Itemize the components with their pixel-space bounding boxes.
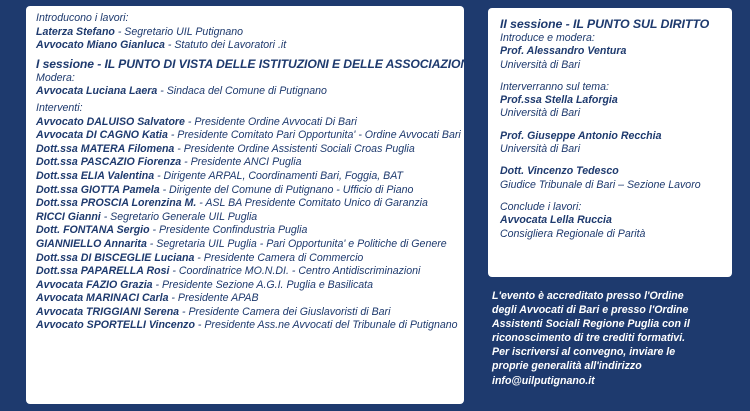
speaker-row <box>36 143 454 157</box>
note-line: Assistenti Sociali Regione Puglia con il <box>492 318 690 331</box>
note-line: riconoscimento di tre crediti formativi. <box>492 332 686 345</box>
conclude-heading: Conclude i lavori: <box>500 200 582 213</box>
speaker-affiliation: Giudice Tribunale di Bari – Sezione Lavoro <box>500 178 701 191</box>
speaker-row <box>36 116 454 130</box>
session-2-title: II sessione - IL PUNTO SUL DIRITTO <box>500 17 710 31</box>
speaker-role: - Coordinatrice MO.N.DI. - Centro Antidiscriminazioni <box>169 265 421 278</box>
speaker-name: Avvocato DALUISO Salvatore <box>36 115 185 128</box>
speaker-role: - Presidente Ordine Assistenti Sociali Croas Puglia <box>174 142 415 155</box>
note-line: degli Avvocati di Bari e presso l'Ordine <box>492 304 689 317</box>
speaker-name: Avvocata MARINACI Carla <box>36 292 169 305</box>
speaker-row <box>36 252 454 266</box>
speaker-role: - Presidente Comitato Pari Opportunita' - Ordine Avvocati Bari <box>167 129 461 142</box>
moderator-name: Avvocata Luciana Laera <box>36 85 158 98</box>
speaker-name: Dott.ssa ELIA Valentina <box>36 169 155 182</box>
speaker-role: - Presidente Ass.ne Avvocati del Tribunale di Putignano <box>194 319 458 332</box>
intro-speaker-name: Avvocato Miano Gianluca <box>36 39 165 52</box>
speaker-row <box>36 306 454 320</box>
speaker-name: Dott.ssa PAPARELLA Rosi <box>36 265 170 278</box>
speaker-name: Avvocata DI CAGNO Katia <box>36 129 168 142</box>
speaker-row <box>36 224 454 238</box>
intro-speaker <box>36 26 454 40</box>
speaker-name: Dott.ssa PROSCIA Lorenzina M. <box>36 197 197 210</box>
program-panel-session-2 <box>488 8 732 277</box>
accreditation-note <box>492 289 737 388</box>
intro-moderate-heading: Introduce e modera: <box>500 32 595 44</box>
speaker-row <box>36 211 454 225</box>
speaker-row <box>36 156 454 170</box>
speaker-name: Dott.ssa DI BISCEGLIE Luciana <box>36 251 195 264</box>
speaker-row <box>36 238 454 252</box>
speaker-row <box>36 292 454 306</box>
speakers-heading: Interventi: <box>36 101 83 114</box>
intro-heading: Introducono i lavori: <box>36 12 129 24</box>
note-line: proprie generalità all'indirizzo <box>492 360 642 373</box>
speaker-role: - Presidente Camera dei Giuslavoristi di Bari <box>179 305 391 318</box>
session-1-title: I sessione - IL PUNTO DI VISTA DELLE ISTITUZIONI E DELLE ASSOCIAZIONI <box>36 56 473 71</box>
speaker-role: - Presidente ANCI Puglia <box>181 156 302 169</box>
speakers-heading: Interverranno sul tema: <box>500 80 609 93</box>
speaker-affiliation: Università di Bari <box>500 143 581 156</box>
speaker-role: - Presidente Ordine Avvocati Di Bari <box>184 115 357 128</box>
speaker-row <box>36 170 454 184</box>
speaker-row <box>36 197 454 211</box>
speaker-role: - Presidente Sezione A.G.I. Puglia e Basilicata <box>152 278 374 291</box>
conclude-role: Consigliera Regionale di Parità <box>500 227 646 240</box>
speaker-row <box>36 319 458 333</box>
speaker-row <box>36 265 454 279</box>
speaker-name: Avvocata TRIGGIANI Serena <box>36 305 180 318</box>
speaker-row <box>36 279 454 293</box>
moderator-role: - Sindaca del Comune di Putignano <box>157 85 327 98</box>
speaker-role: - Presidente APAB <box>168 292 259 305</box>
speaker-role: - Dirigente ARPAL, Coordinamenti Bari, Foggia, BAT <box>154 169 403 182</box>
intro-speaker-role: - Statuto dei Lavoratori .it <box>164 39 287 52</box>
speaker-role: - Segretario Generale UIL Puglia <box>100 210 258 223</box>
speaker-row <box>36 184 454 198</box>
moderator-affiliation: Università di Bari <box>500 58 581 71</box>
speaker-name: Avvocata FAZIO Grazia <box>36 278 153 291</box>
intro-speaker-role: - Segretario UIL Putignano <box>114 25 244 38</box>
conclude-name: Avvocata Lella Ruccia <box>500 214 612 227</box>
note-line: Per iscriversi al convegno, inviare le <box>492 346 676 359</box>
speaker-name: Dott.ssa GIOTTA Pamela <box>36 183 160 196</box>
speaker-name: GIANNIELLO Annarita <box>36 237 147 250</box>
speakers-list <box>36 115 461 334</box>
speaker-name: Prof.ssa Stella Laforgia <box>500 94 618 107</box>
moderator-heading: Modera: <box>36 71 75 84</box>
speaker-role: - ASL BA Presidente Comitato Unico di Garanzia <box>196 197 428 210</box>
speaker-name: Dott. FONTANA Sergio <box>36 224 150 237</box>
program-panel-session-1 <box>26 6 473 404</box>
speaker-name: Dott.ssa MATERA Filomena <box>36 142 175 155</box>
intro-speaker-name: Laterza Stefano <box>36 25 115 38</box>
speaker-name: Prof. Giuseppe Antonio Recchia <box>500 129 662 142</box>
moderator-name: Prof. Alessandro Ventura <box>500 45 627 58</box>
speaker-name: Dott.ssa PASCAZIO Fiorenza <box>36 156 182 169</box>
speaker-role: - Segretaria UIL Puglia - Pari Opportunita' e Politiche di Genere <box>146 237 447 250</box>
speaker-role: - Presidente Confindustria Puglia <box>149 224 308 237</box>
speaker-name: RICCI Gianni <box>36 210 101 223</box>
email-link[interactable]: info@uilputignano.it <box>492 374 595 387</box>
speaker-role: - Presidente Camera di Commercio <box>194 251 364 264</box>
speaker-affiliation: Università di Bari <box>500 107 581 120</box>
speaker-name: Dott. Vincenzo Tedesco <box>500 165 619 178</box>
intro-speaker <box>36 39 454 53</box>
speaker-role: - Dirigente del Comune di Putignano - Ufficio di Piano <box>159 183 414 196</box>
speaker-row <box>36 129 461 143</box>
note-line: L'evento è accreditato presso l'Ordine <box>492 290 684 302</box>
speaker-name: Avvocato SPORTELLI Vincenzo <box>36 319 195 332</box>
moderator <box>36 85 454 99</box>
